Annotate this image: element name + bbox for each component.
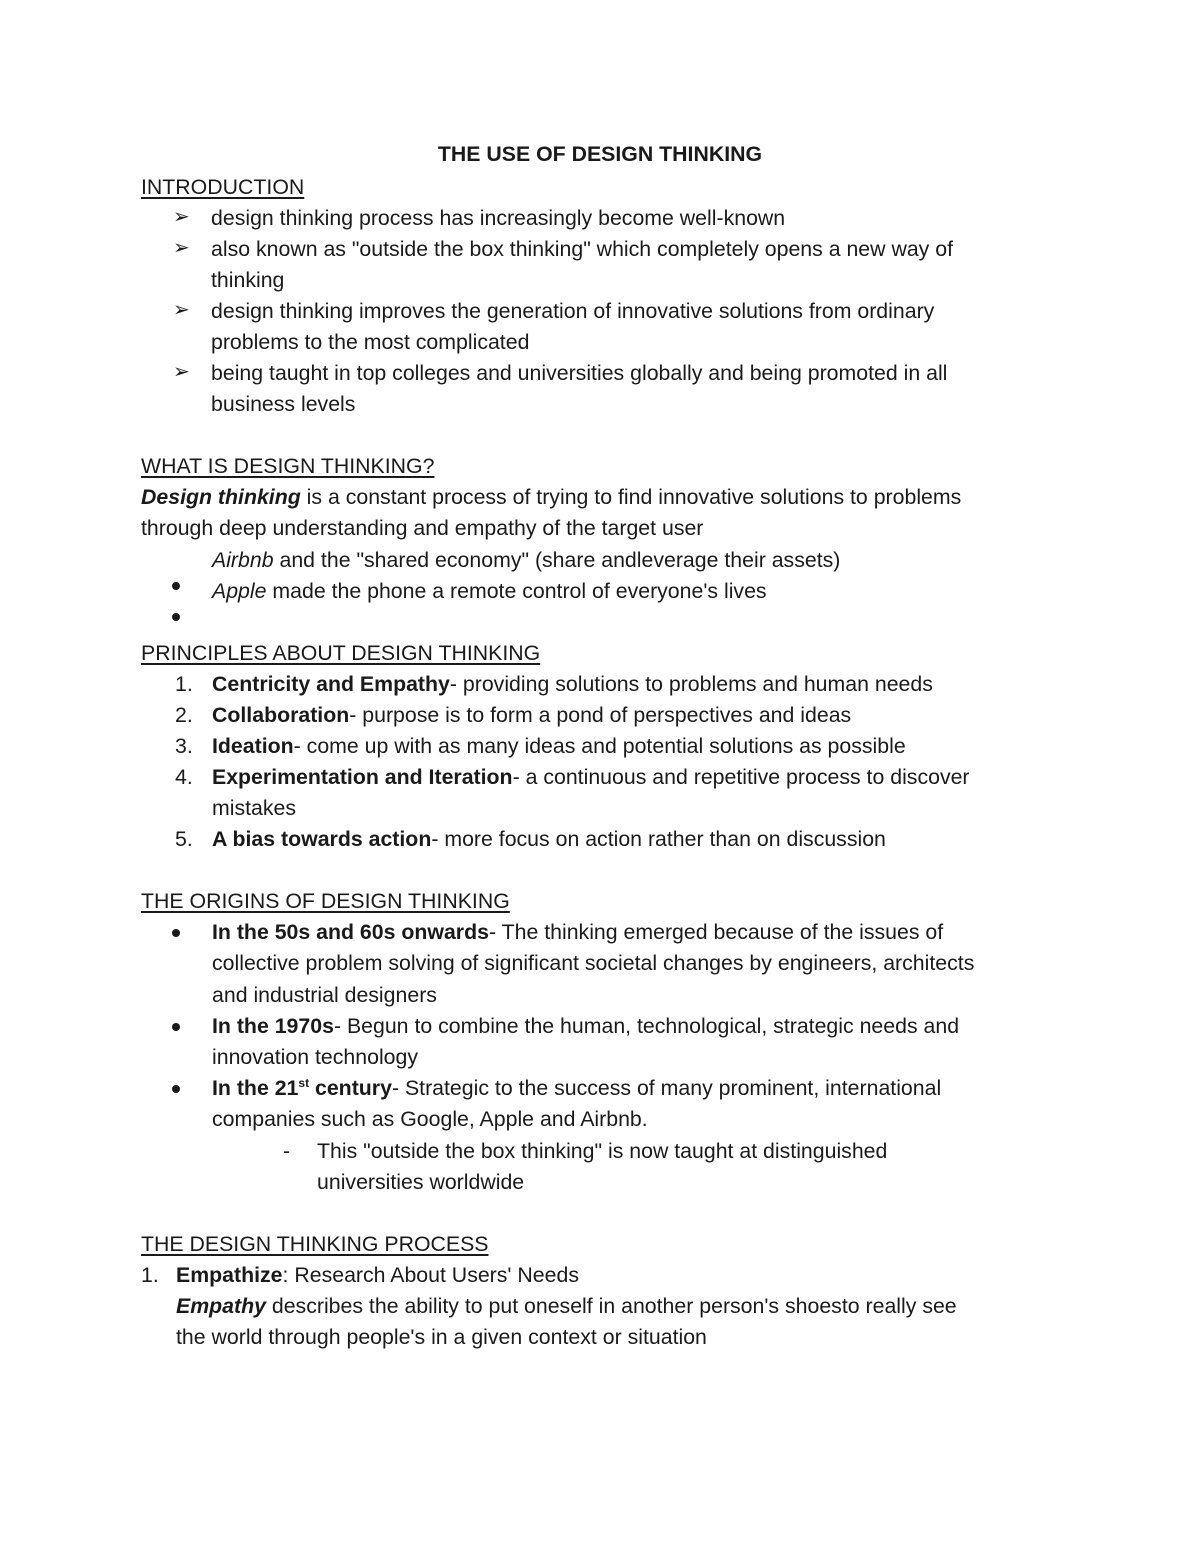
section-heading-what-is: WHAT IS DESIGN THINKING? — [141, 454, 435, 478]
intro-bullet-3-line-1: design thinking improves the generation of innovative solutions from ordinary — [211, 299, 935, 323]
principle-5-term: A bias towards action — [212, 827, 432, 851]
intro-bullet-1-line-1: design thinking process has increasingly become well-known — [211, 206, 786, 230]
intro-bullet-2-line-1: also known as "outside the box thinking" which completely opens a new way of — [211, 237, 954, 261]
principle-3-text: - come up with as many ideas and potential solutions as possible — [293, 734, 906, 758]
principle-5-text: - more focus on action rather than on discussion — [431, 827, 886, 851]
intro-bullet-3-line-2: problems to the most complicated — [211, 330, 530, 354]
bullet-dot-icon — [172, 1085, 180, 1093]
origin-sub-line-2: universities worldwide — [317, 1170, 525, 1194]
bullet-dot-icon — [172, 1023, 180, 1031]
section-heading-principles: PRINCIPLES ABOUT DESIGN THINKING — [141, 641, 541, 665]
process-step-1 — [176, 1261, 579, 1289]
principle-4-term: Experimentation and Iteration — [212, 765, 513, 789]
arrow-bullet-icon: ➢ — [173, 361, 190, 383]
origin-1-line-1 — [212, 918, 943, 946]
origin-3-term-pre: In the 21 — [212, 1076, 299, 1100]
definition-line-1 — [141, 483, 961, 511]
intro-bullet-4-line-2: business levels — [211, 392, 356, 416]
intro-bullet-4-line-1: being taught in top colleges and universities globally and being promoted in all — [211, 361, 948, 385]
origin-3-term-sup: st — [298, 1075, 310, 1090]
list-number: 2. — [175, 703, 193, 727]
example-apple-text: made the phone a remote control of everyone's lives — [266, 579, 767, 603]
definition-text: is a constant process of trying to find innovative solutions to problems — [300, 485, 962, 509]
arrow-bullet-icon: ➢ — [173, 237, 190, 259]
origin-2-text: - Begun to combine the human, technological, strategic needs and — [333, 1014, 960, 1038]
principle-3 — [212, 732, 906, 760]
principle-4 — [212, 763, 970, 791]
empathy-text: describes the ability to put oneself in another person's shoesto really see — [265, 1294, 957, 1318]
definition-term: Design thinking — [141, 485, 301, 509]
list-number: 1. — [175, 672, 193, 696]
list-number: 1. — [141, 1263, 159, 1287]
principle-1 — [212, 670, 933, 698]
list-number: 5. — [175, 827, 193, 851]
bullet-dot-icon — [172, 929, 180, 937]
principle-3-term: Ideation — [212, 734, 294, 758]
principle-5 — [212, 825, 886, 853]
section-heading-introduction: INTRODUCTION — [141, 175, 305, 199]
arrow-bullet-icon: ➢ — [173, 299, 190, 321]
bullet-dot-icon — [172, 582, 180, 590]
origin-2-line-2: innovation technology — [212, 1045, 419, 1069]
intro-bullet-2-line-2: thinking — [211, 268, 285, 292]
origin-2-term: In the 1970s — [212, 1014, 334, 1038]
origin-3-term-post: century — [309, 1076, 392, 1100]
document-title: THE USE OF DESIGN THINKING — [437, 142, 763, 166]
empathy-definition-line-1 — [176, 1292, 957, 1320]
origin-3-line-1 — [212, 1074, 941, 1102]
process-step-1-term: Empathize — [176, 1263, 283, 1287]
origin-1-line-2: collective problem solving of significant societal changes by engineers, architects — [212, 951, 975, 975]
origin-1-line-3: and industrial designers — [212, 983, 437, 1007]
principle-4-text: - a continuous and repetitive process to discover — [512, 765, 970, 789]
arrow-bullet-icon: ➢ — [173, 206, 190, 228]
origin-sub-line-1: This "outside the box thinking" is now taught at distinguished — [317, 1139, 888, 1163]
origin-1-term: In the 50s and 60s onwards — [212, 920, 489, 944]
list-number: 4. — [175, 765, 193, 789]
principle-1-term: Centricity and Empathy — [212, 672, 450, 696]
process-step-1-text: : Research About Users' Needs — [282, 1263, 579, 1287]
origin-1-text: - The thinking emerged because of the issues of — [488, 920, 944, 944]
principle-1-text: - providing solutions to problems and human needs — [449, 672, 933, 696]
example-airbnb-text: and the "shared economy" (share andleverage their assets) — [273, 548, 841, 572]
example-apple-name: Apple — [212, 579, 267, 603]
principle-4-line-2: mistakes — [212, 796, 297, 820]
origin-2-line-1 — [212, 1012, 959, 1040]
principle-2-term: Collaboration — [212, 703, 350, 727]
origin-3-term — [212, 1076, 392, 1100]
principle-2 — [212, 701, 851, 729]
dash-bullet: - — [283, 1139, 291, 1163]
example-airbnb-name: Airbnb — [212, 548, 274, 572]
bullet-dot-icon — [172, 613, 180, 621]
definition-line-2: through deep understanding and empathy of the target user — [141, 516, 704, 540]
example-airbnb — [212, 546, 840, 574]
empathy-term: Empathy — [176, 1294, 266, 1318]
list-number: 3. — [175, 734, 193, 758]
example-apple — [212, 577, 767, 605]
origin-3-line-2: companies such as Google, Apple and Airbnb. — [212, 1107, 648, 1131]
origin-3-text: - Strategic to the success of many prominent, international — [391, 1076, 942, 1100]
empathy-definition-line-2: the world through people's in a given context or situation — [176, 1325, 707, 1349]
section-heading-process: THE DESIGN THINKING PROCESS — [141, 1232, 489, 1256]
principle-2-text: - purpose is to form a pond of perspectives and ideas — [349, 703, 852, 727]
section-heading-origins: THE ORIGINS OF DESIGN THINKING — [141, 889, 510, 913]
